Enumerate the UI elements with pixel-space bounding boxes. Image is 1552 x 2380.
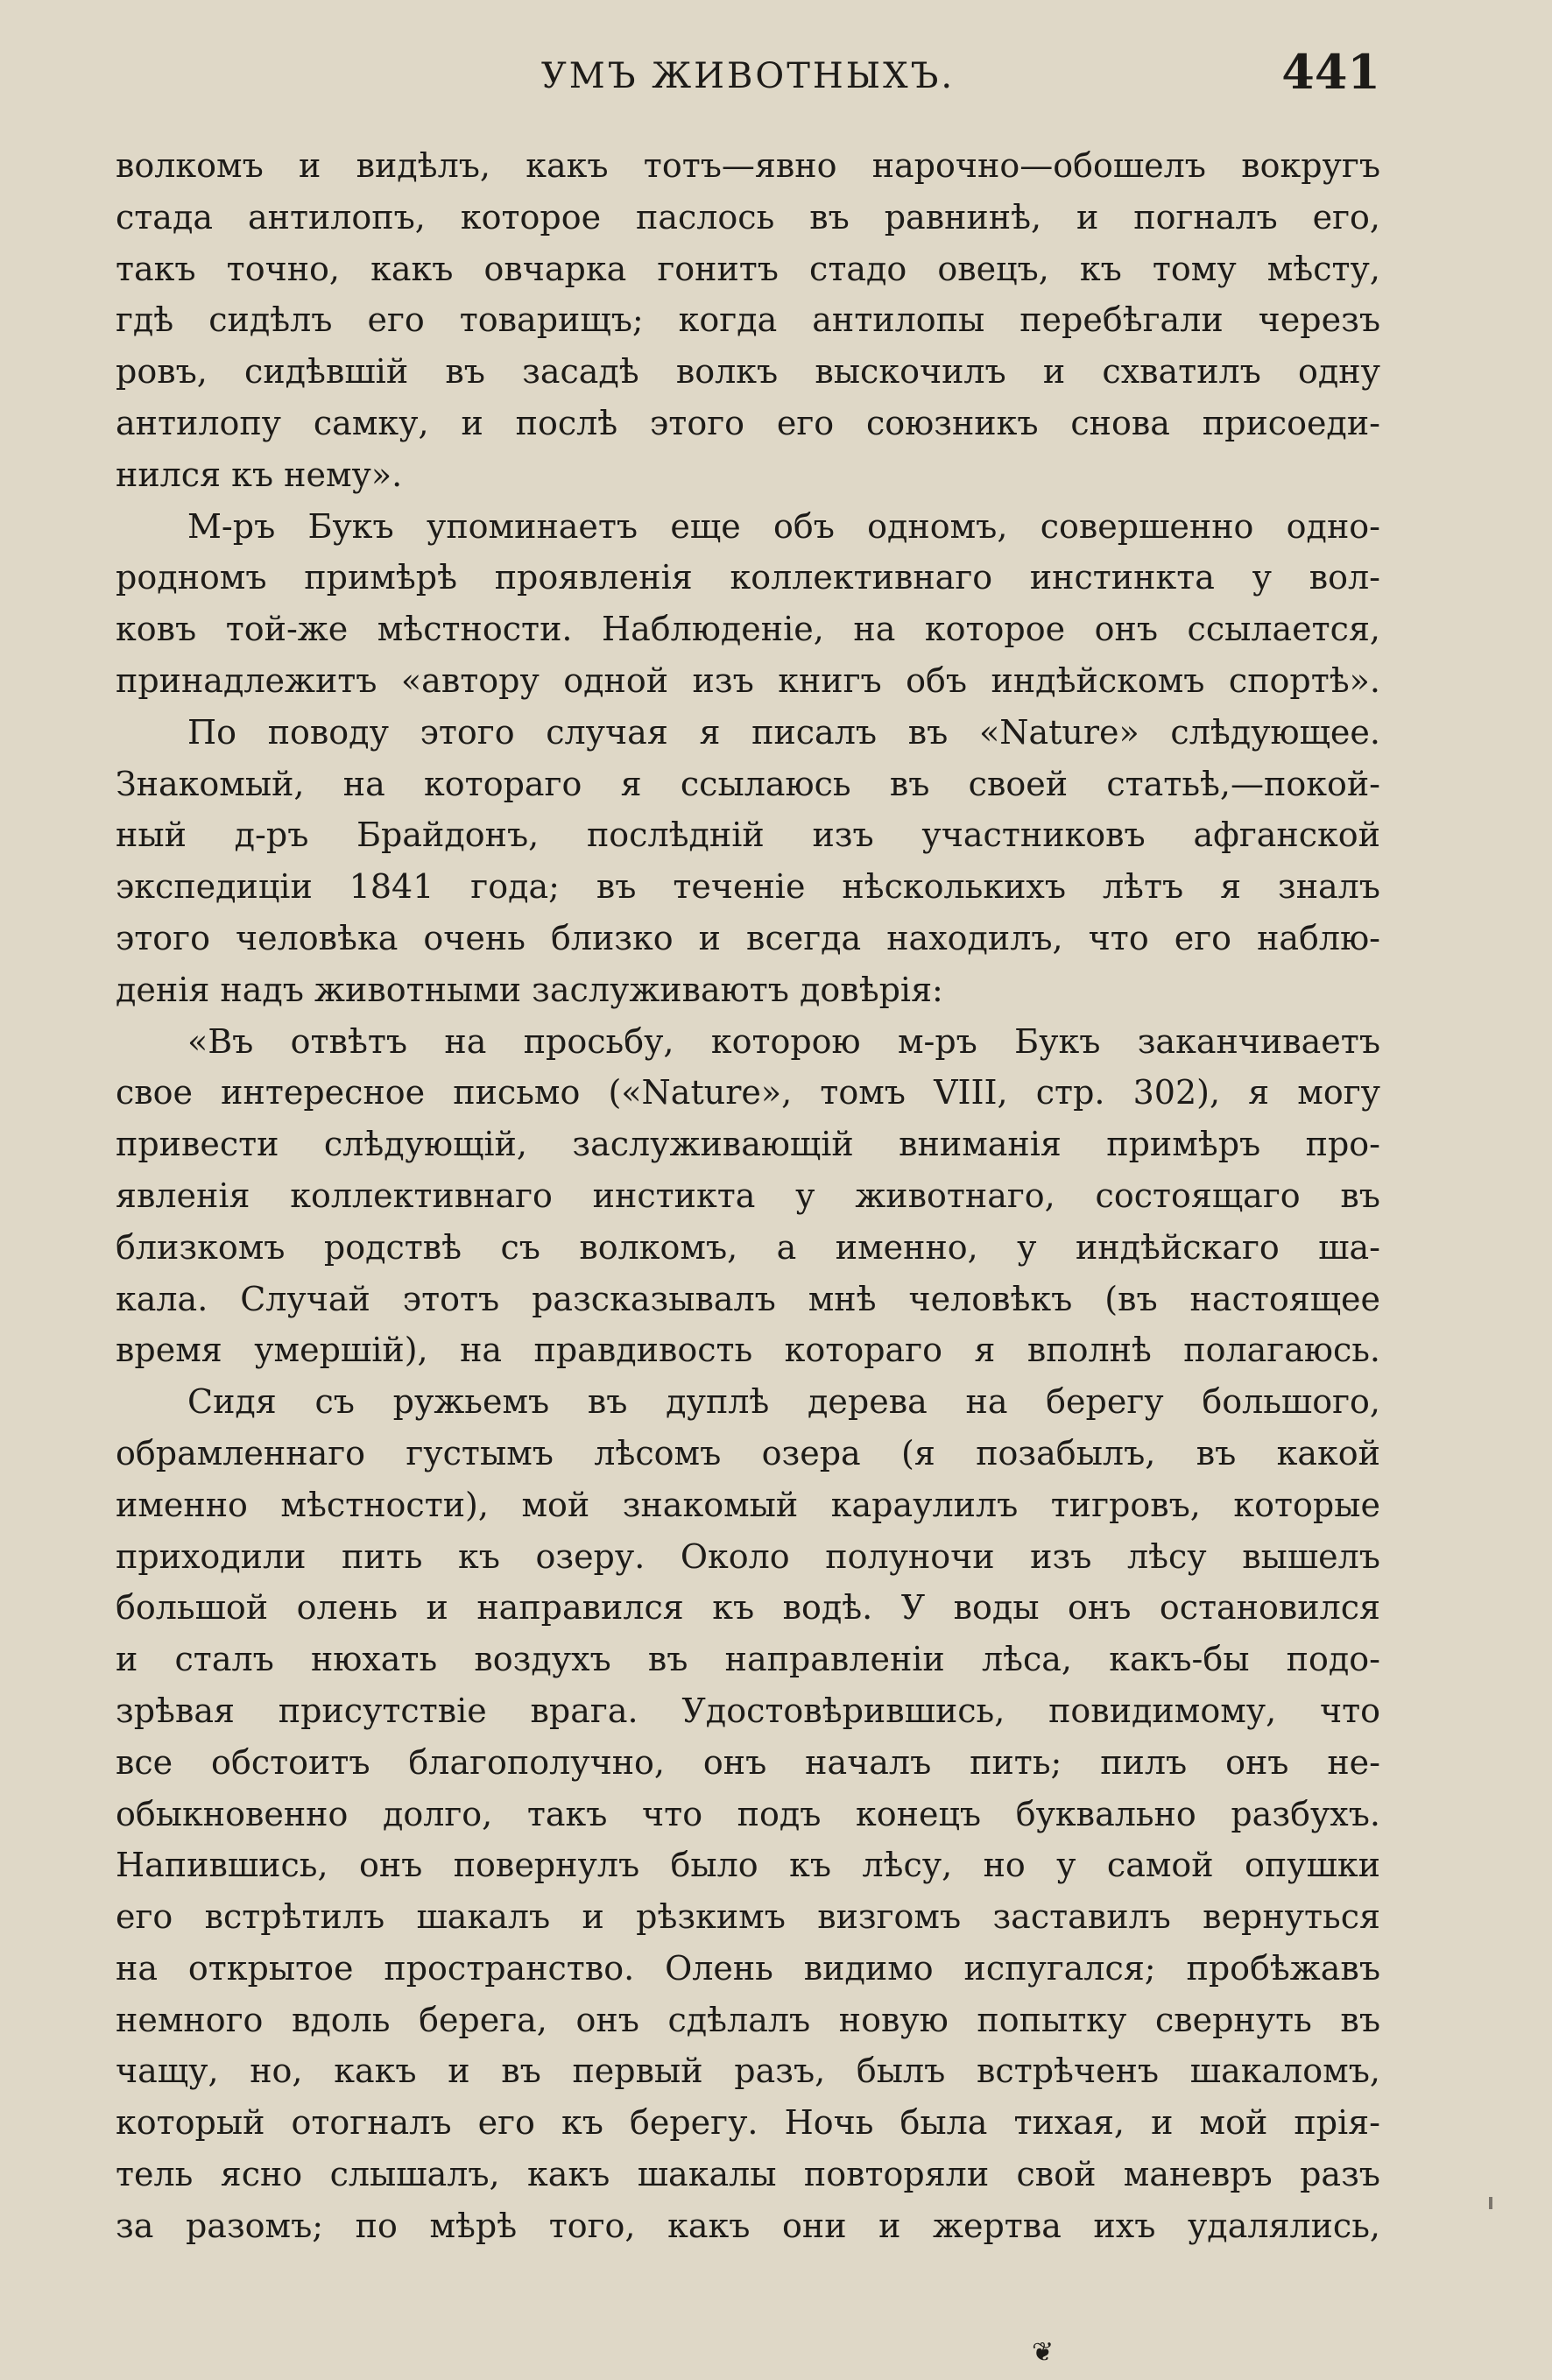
page-number: 441 (1281, 44, 1380, 100)
text-line: нился къ нему». (116, 455, 403, 494)
text-line: принадлежитъ «автору одной изъ книгъ объ индѣйскомъ спортѣ». (116, 660, 1380, 700)
text-line: тель ясно слышалъ, какъ шакалы повторяли свой маневръ разъ (116, 2155, 1380, 2194)
text-line: зрѣвая присутствіе врага. Удостовѣрившись, повидимому, что (116, 1691, 1380, 1730)
text-line: немного вдоль берега, онъ сдѣлалъ новую попытку свернуть въ (116, 2000, 1380, 2039)
text-line: большой олень и направился къ водѣ. У воды онъ остановился (116, 1588, 1380, 1628)
text-line: антилопу самку, и послѣ этого его союзникъ снова присоеди- (116, 403, 1380, 442)
running-head: УМЪ ЖИВОТНЫХЪ. (540, 56, 956, 96)
paragraph-first-line: «Въ отвѣтъ на просьбу, которою м-ръ Букъ заканчиваетъ (187, 1021, 1380, 1061)
text-line: именно мѣстности), мой знакомый караулилъ тигровъ, которые (116, 1485, 1380, 1524)
text-line: ный д-ръ Брайдонъ, послѣдній изъ участниковъ афганской (116, 816, 1380, 855)
text-line: экспедиціи 1841 года; въ теченіе нѣсколькихъ лѣтъ я зналъ (116, 867, 1380, 907)
text-line: который отогналъ его къ берегу. Ночь была тихая, и мой прія- (116, 2103, 1380, 2143)
text-line: ковъ той-же мѣстности. Наблюденіе, на которое онъ ссылается, (116, 610, 1380, 649)
ornament-mark: ❦ (1032, 2337, 1055, 2368)
text-line: за разомъ; по мѣрѣ того, какъ они и жертва ихъ удалялись, (116, 2206, 1380, 2245)
text-line: кала. Случай этотъ разсказывалъ мнѣ человѣкъ (въ настоящее (116, 1279, 1380, 1318)
text-line: привести слѣдующій, заслуживающій вниманія примѣръ про- (116, 1125, 1380, 1164)
text-line: близкомъ родствѣ съ волкомъ, а именно, у индѣйскаго ша- (116, 1227, 1380, 1267)
text-line: родномъ примѣрѣ проявленія коллективнаго инстинкта у вол- (116, 558, 1380, 597)
paragraph-first-line: М-ръ Букъ упоминаетъ еще объ одномъ, совершенно одно- (187, 506, 1380, 546)
text-line: Знакомый, на котораго я ссылаюсь въ своей статьѣ,—покой- (116, 764, 1380, 803)
text-line: и сталъ нюхать воздухъ въ направленіи лѣса, какъ-бы подо- (116, 1640, 1380, 1679)
text-line: этого человѣка очень близко и всегда находилъ, что его наблю- (116, 918, 1380, 957)
paper-speck (1489, 2197, 1492, 2209)
text-line: гдѣ сидѣлъ его товарищъ; когда антилопы перебѣгали черезъ (116, 300, 1380, 340)
text-line: его встрѣтилъ шакалъ и рѣзкимъ визгомъ заставилъ вернуться (116, 1897, 1380, 1937)
text-line: стада антилопъ, которое паслось въ равнинѣ, и погналъ его, (116, 197, 1380, 237)
body-text (116, 140, 1380, 2252)
text-line: волкомъ и видѣлъ, какъ тотъ—явно нарочно—обошелъ вокругъ (116, 146, 1380, 185)
text-line: такъ точно, какъ овчарка гонитъ стадо овецъ, къ тому мѣсту, (116, 249, 1380, 288)
text-line: чащу, но, какъ и въ первый разъ, былъ встрѣченъ шакаломъ, (116, 2052, 1380, 2091)
text-line: на открытое пространство. Олень видимо испугался; пробѣжавъ (116, 1948, 1380, 1988)
text-line: ровъ, сидѣвшій въ засадѣ волкъ выскочилъ и схватилъ одну (116, 352, 1380, 392)
paragraph-first-line: По поводу этого случая я писалъ въ «Nature» слѣдующее. (187, 712, 1380, 752)
text-line: приходили пить къ озеру. Около полуночи изъ лѣсу вышелъ (116, 1536, 1380, 1576)
text-line: явленія коллективнаго инстикта у животнаго, состоящаго въ (116, 1176, 1380, 1215)
text-line: все обстоитъ благополучно, онъ началъ пить; пилъ онъ не- (116, 1742, 1380, 1782)
paragraph-first-line: Сидя съ ружьемъ въ дуплѣ дерева на берегу большого, (187, 1382, 1380, 1422)
text-line: обыкновенно долго, такъ что подъ конецъ буквально разбухъ. (116, 1794, 1380, 1833)
text-line: свое интересное письмо («Nature», томъ VIII, стр. 302), я могу (116, 1073, 1380, 1112)
text-line: денія надъ животными заслуживаютъ довѣрія: (116, 970, 943, 1009)
text-line: обрамленнаго густымъ лѣсомъ озера (я позабылъ, въ какой (116, 1433, 1380, 1472)
page-header (116, 44, 1380, 114)
text-line: Напившись, онъ повернулъ было къ лѣсу, но у самой опушки (116, 1846, 1380, 1885)
text-line: время умершій), на правдивость котораго я вполнѣ полагаюсь. (116, 1331, 1380, 1370)
